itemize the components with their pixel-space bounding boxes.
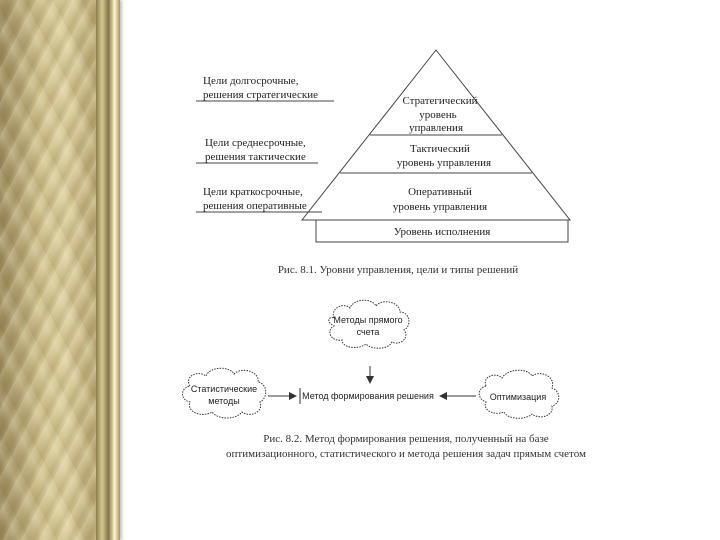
optimization-cloud <box>479 370 559 418</box>
goals-long-term-line-1: Цели долгосрочные, <box>203 75 299 87</box>
execution-level-label: Уровень исполнения <box>393 226 491 238</box>
figure-2-caption-line-2: оптимизационного, статистического и метода решения задач прямым счетом <box>226 448 586 460</box>
direct-calculation-line-1: Методы прямого <box>333 315 403 325</box>
goals-short-term-line-1: Цели краткосрочные, <box>203 186 303 198</box>
statistical-methods-line-2: методы <box>208 396 240 406</box>
goals-long-term-line-2: решения стратегические <box>203 89 319 101</box>
operational-level-line-1: Оперативный <box>408 186 472 198</box>
figure-1-caption: Рис. 8.1. Уровни управления, цели и типы решений <box>277 264 519 276</box>
decision-method-label: Метод формирования решения <box>302 391 434 401</box>
statistical-methods-cloud <box>183 368 266 418</box>
strategic-level-line-3: управления <box>408 122 464 134</box>
figure-1 <box>196 50 570 276</box>
optimization-label: Оптимизация <box>489 392 547 402</box>
figure-2 <box>183 300 586 460</box>
strategic-level-line-1: Стратегический <box>402 95 478 107</box>
operational-level-line-2: уровень управления <box>392 201 488 213</box>
goals-mid-term-line-1: Цели среднесрочные, <box>205 137 306 149</box>
direct-calculation-line-2: счета <box>356 327 380 337</box>
tactical-level-line-1: Тактический <box>410 143 470 155</box>
direct-calculation-cloud <box>329 300 409 348</box>
goals-short-term-line-2: решения оперативные <box>203 200 307 212</box>
goals-mid-term-line-2: решения тактические <box>205 151 306 163</box>
figure-2-caption-line-1: Рис. 8.2. Метод формирования решения, полученный на базе <box>263 433 549 445</box>
statistical-methods-line-1: Статистические <box>190 384 258 394</box>
strategic-level-line-2: уровень <box>419 109 457 121</box>
tactical-level-line-2: уровень управления <box>396 157 492 169</box>
